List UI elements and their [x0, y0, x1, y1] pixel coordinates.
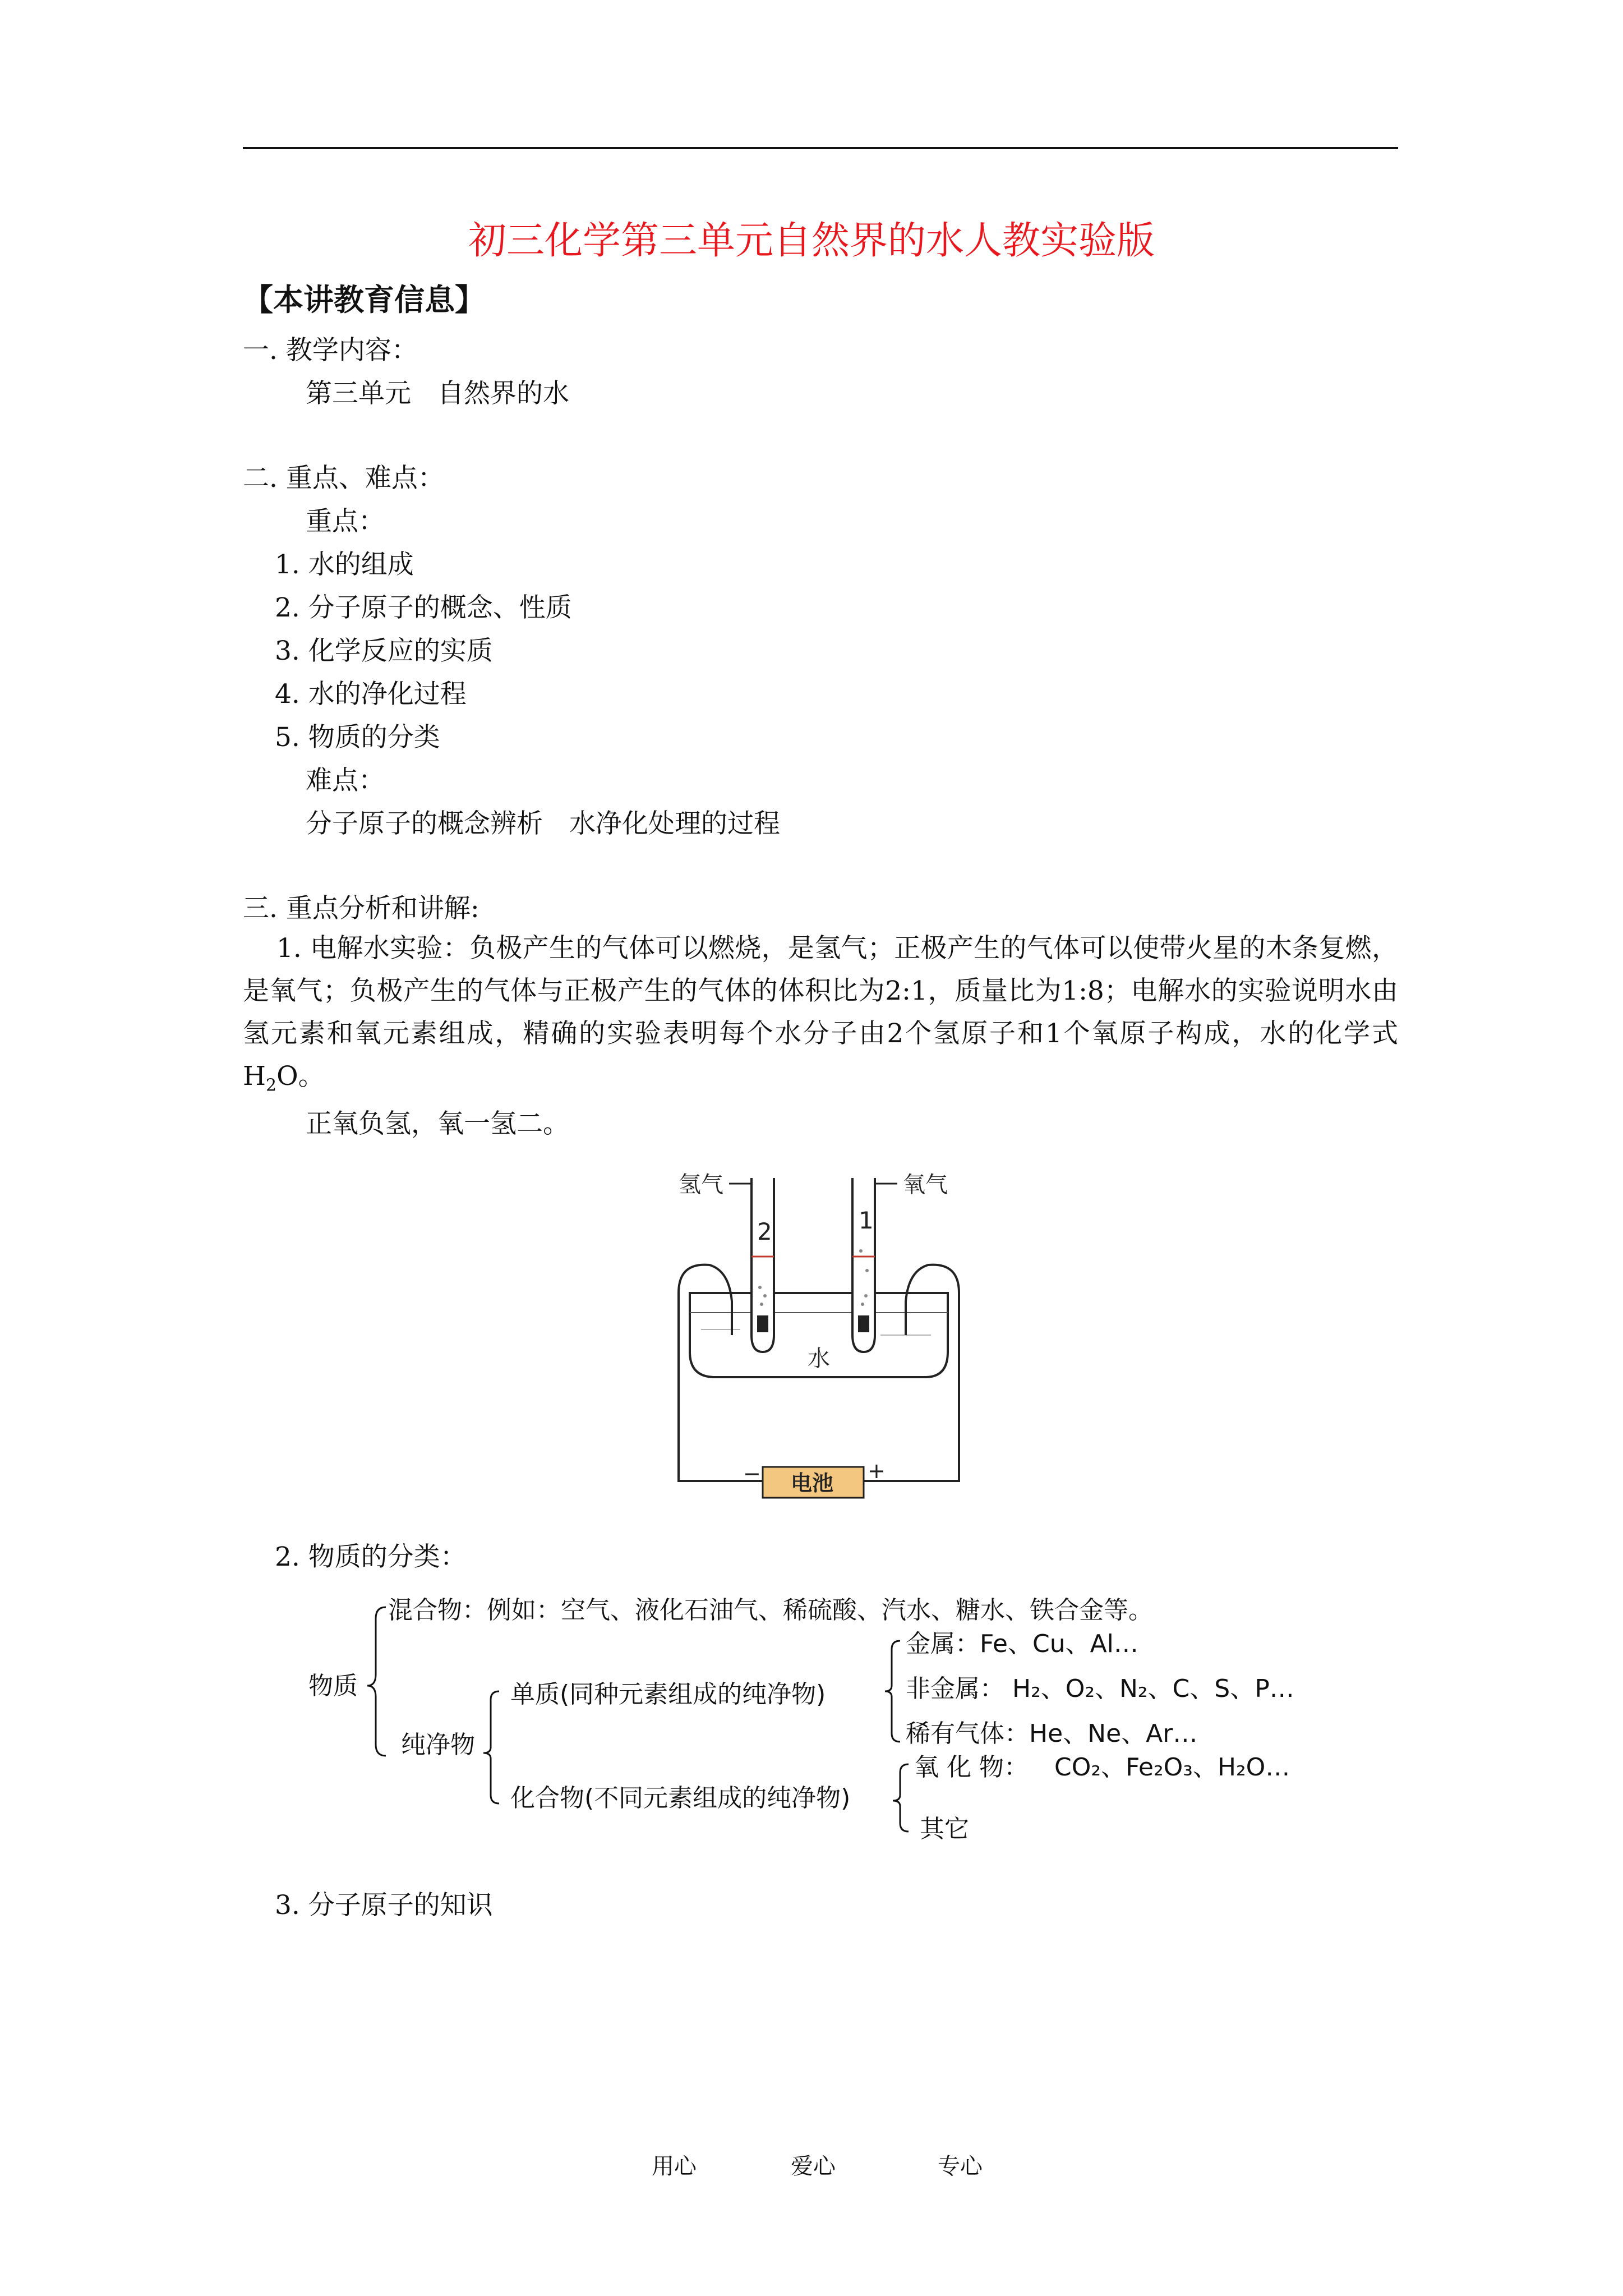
left-tube-number: 2 — [757, 1218, 772, 1245]
other-label: 其它 — [920, 1815, 969, 1843]
difficult-content: 分子原子的概念辨析 水净化处理的过程 — [306, 808, 780, 839]
left-tube — [751, 1178, 774, 1352]
s2-heading: 二. 重点、难点： — [243, 463, 444, 494]
key-item: 4. 水的净化过程 — [275, 679, 467, 710]
electrolysis-paragraph — [243, 927, 1398, 1107]
oxygen-label: 氧气 — [903, 1172, 948, 1198]
compound-brace — [893, 1764, 909, 1832]
page-title: 初三化学第三单元自然界的水人教实验版 — [468, 219, 1155, 263]
s3-heading: 三. 重点分析和讲解: — [243, 893, 479, 924]
key-item: 2. 分子原子的概念、性质 — [275, 592, 572, 623]
compound-label: 化合物(不同元素组成的纯净物) — [510, 1784, 851, 1812]
pure-brace — [483, 1691, 499, 1803]
item3: 3. 分子原子的知识 — [275, 1890, 493, 1921]
s1-content: 第三单元 自然界的水 — [306, 378, 569, 409]
battery-label: 电池 — [791, 1471, 834, 1496]
minus-sign: − — [743, 1461, 761, 1486]
element-brace — [885, 1641, 900, 1742]
metal-label: 金属：Fe、Cu、Al… — [906, 1630, 1138, 1658]
footer-item: 用心 — [652, 2154, 697, 2179]
hydrogen-label: 氢气 — [679, 1172, 723, 1198]
mixture-label: 混合物：例如：空气、液化石油气、稀硫酸、汽水、糖水、铁合金等。 — [388, 1596, 1153, 1625]
classification-diagram — [303, 1582, 1368, 1851]
key-label: 重点： — [306, 506, 385, 537]
para-text: 1. 电解水实验：负极产生的气体可以燃烧，是氢气；正极产生的气体可以使带火星的木条复燃，是氧气；负极产生的气体与正极产生的气体的体积比为2:1，质量比为1:8；电解水的实验说明水由氢元素和氧元素组成，精确的实验表明每个水分子由2个氢原子和1个氧原子构成，水的化学式H — [243, 933, 1398, 1092]
footer-item: 爱心 — [791, 2154, 836, 2179]
footer-item: 专心 — [938, 2154, 983, 2179]
s1-heading: 一. 教学内容： — [243, 335, 418, 366]
difficult-label: 难点： — [306, 765, 385, 796]
electrolysis-diagram — [667, 1167, 970, 1515]
plus-sign: + — [868, 1458, 886, 1483]
header-rule — [243, 147, 1398, 149]
para-subscript: 2 — [266, 1075, 277, 1096]
noble-gas-label: 稀有气体：He、Ne、Ar… — [906, 1719, 1198, 1748]
pure-label: 纯净物 — [401, 1731, 475, 1759]
section-header: 【本讲教育信息】 — [243, 282, 485, 318]
mnemonic: 正氧负氢，氧一氢二。 — [306, 1108, 569, 1139]
oxide-label: 氧 化 物： — [914, 1753, 1029, 1782]
key-item: 3. 化学反应的实质 — [275, 636, 493, 666]
item2: 2. 物质的分类： — [275, 1542, 467, 1572]
oxide-value: CO₂、Fe₂O₃、H₂O… — [1054, 1753, 1290, 1782]
root-label: 物质 — [308, 1672, 358, 1700]
right-tube-number: 1 — [859, 1207, 874, 1234]
water-label: 水 — [808, 1346, 830, 1372]
nonmetal-label: 非金属： — [906, 1674, 1004, 1703]
root-brace — [367, 1607, 386, 1756]
key-item: 5. 物质的分类 — [275, 722, 440, 753]
key-item: 1. 水的组成 — [275, 549, 414, 580]
nonmetal-value: H₂、O₂、N₂、C、S、P… — [1012, 1674, 1294, 1703]
para-text-end: O。 — [276, 1061, 325, 1092]
right-tube — [852, 1178, 875, 1352]
element-label: 单质(同种元素组成的纯净物) — [510, 1680, 826, 1709]
